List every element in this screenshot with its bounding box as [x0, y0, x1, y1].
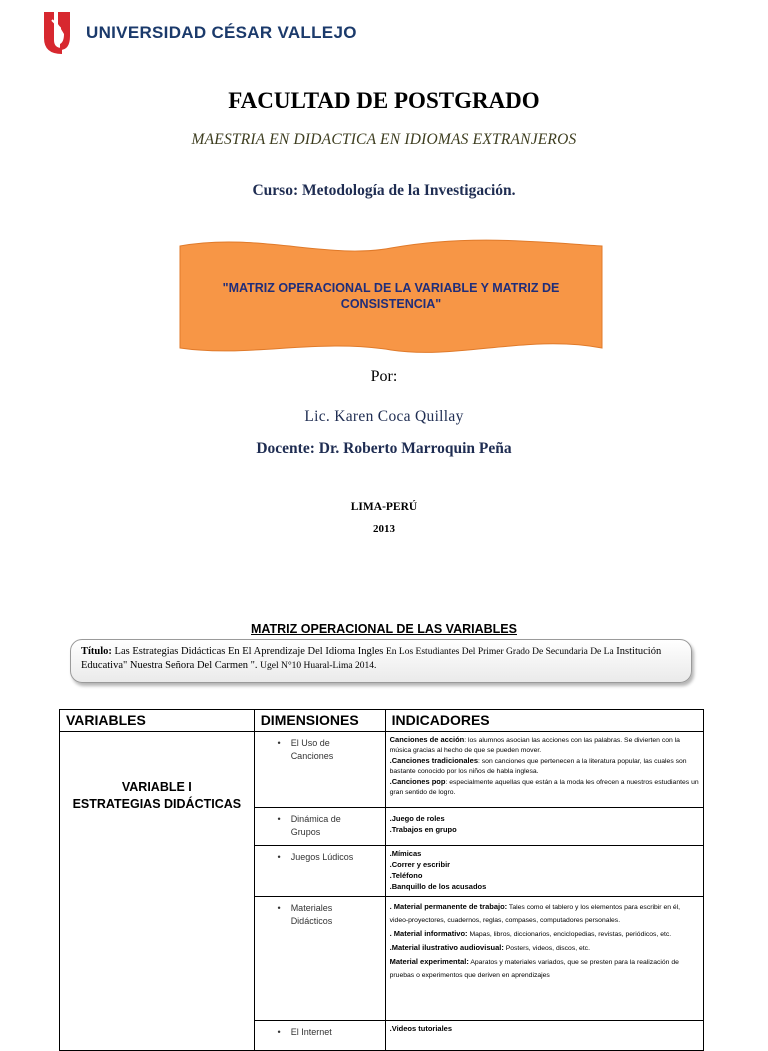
- course-title: Curso: Metodología de la Investigación.: [252, 182, 516, 199]
- master-title: MAESTRIA EN DIDACTICA EN IDIOMAS EXTRANJEROS: [191, 131, 577, 148]
- bullet-icon: •: [277, 852, 281, 862]
- variable-name: ESTRATEGIAS DIDÁCTICAS: [72, 797, 242, 811]
- indicator-cell: [385, 1021, 703, 1051]
- title-text-3: Institución Educativa" Nuestra Señora Del Carmen ".: [81, 646, 662, 671]
- variable-cell: [60, 732, 255, 1051]
- author-name: Lic. Karen Coca Quillay: [304, 408, 464, 425]
- indicator-bold: . Material permanente de trabajo:: [389, 902, 508, 911]
- bullet-icon: •: [277, 1027, 281, 1037]
- table-row: [60, 732, 704, 808]
- indicator-bold: .Videos tutoriales: [389, 1024, 453, 1033]
- indicator-bold: .Mímicas: [389, 849, 422, 858]
- indicator-bold: . Material informativo:: [389, 929, 468, 938]
- indicator-bold: .Banquillo de los acusados: [389, 882, 487, 891]
- indicator-bold: .Trabajos en grupo: [389, 825, 457, 834]
- dimension-cell: [254, 897, 385, 1021]
- title-text-1: Las Estrategias Didácticas En El Aprendizaje Del Idioma Ingles: [114, 646, 384, 657]
- indicator-text: : especialmente aquellas que están a la moda les ofrecen a nuestros estudiantes un gran sentido de logro.: [389, 779, 699, 796]
- indicator-text: Tales como el tablero y los elementos para escribir en él, video-proyectores, cuadernos, reglas, compases, computadores personales.: [389, 904, 681, 924]
- indicator-bold: Material experimental:: [389, 957, 469, 966]
- university-name: UNIVERSIDAD CÉSAR VALLEJO: [86, 23, 357, 42]
- dimension-line: Juegos Lúdicos: [290, 852, 354, 862]
- indicator-bold: .Material ilustrativo audiovisual:: [389, 943, 504, 952]
- dimension-line: Didácticos: [290, 916, 333, 926]
- bullet-icon: •: [277, 903, 281, 913]
- dimension-line: Materiales: [290, 903, 333, 913]
- indicator-cell: [385, 897, 703, 1021]
- banner-title: [200, 280, 582, 312]
- banner-line-2: CONSISTENCIA": [340, 297, 442, 311]
- dimension-line: El Uso de: [290, 738, 330, 748]
- dimension-line: El Internet: [290, 1027, 332, 1037]
- header-dimensions: DIMENSIONES: [254, 710, 385, 732]
- dimension-cell: [254, 1021, 385, 1051]
- dimension-line: Canciones: [290, 751, 334, 761]
- indicator-cell: [385, 732, 703, 808]
- indicator-bold: Canciones de acción: [389, 735, 465, 744]
- indicator-bold: .Canciones tradicionales: [389, 756, 478, 765]
- indicator-text: Aparatos y materiales variados, que se presten para la realización de pruebas o experimentos que deriven en aprendizajes: [389, 959, 679, 979]
- dimension-cell: [254, 846, 385, 897]
- university-logo: [40, 10, 357, 56]
- indicator-bold: .Teléfono: [389, 871, 423, 880]
- research-title-box: [70, 639, 692, 683]
- indicator-bold: .Correr y escribir: [389, 860, 451, 869]
- indicator-cell: [385, 846, 703, 897]
- indicator-text: : los alumnos asocian las acciones con las palabras. Se divierten con la música gracias al hecho de que se pueden mover.: [389, 737, 680, 754]
- teacher-name: Docente: Dr. Roberto Marroquin Peña: [256, 440, 512, 457]
- banner-line-1: "MATRIZ OPERACIONAL DE LA VARIABLE Y MATRIZ DE: [222, 281, 560, 295]
- title-text-2: En Los Estudiantes Del Primer Grado De Secundaria De La: [386, 647, 614, 657]
- header-variables: VARIABLES: [60, 710, 255, 732]
- table-header-row: [60, 710, 704, 732]
- dimension-cell: [254, 808, 385, 846]
- indicator-text: Posters, videos, discos, etc.: [503, 945, 590, 952]
- title-text-4: Ugel N°10 Huaral-Lima 2014.: [260, 661, 377, 671]
- indicator-text: : son canciones que pertenecen a la literatura popular, las cuales son bastante conocido por los niños de habla inglesa.: [389, 758, 687, 775]
- dimension-line: Dinámica de: [290, 814, 341, 824]
- matrix-title: MATRIZ OPERACIONAL DE LAS VARIABLES: [251, 622, 517, 636]
- indicator-bold: .Canciones pop: [389, 777, 446, 786]
- operational-matrix-table: [59, 709, 704, 1051]
- bullet-icon: •: [277, 814, 281, 824]
- indicator-cell: [385, 808, 703, 846]
- faculty-title: FACULTAD DE POSTGRADO: [228, 88, 540, 113]
- indicator-text: Mapas, libros, diccionarios, enciclopedias, revistas, periódicos, etc.: [467, 931, 672, 938]
- by-label: Por:: [370, 368, 398, 385]
- year: 2013: [373, 523, 395, 535]
- variable-number: VARIABLE I: [121, 780, 192, 794]
- ucv-logo-icon: [40, 10, 76, 56]
- bullet-icon: •: [277, 738, 281, 748]
- dimension-line: Grupos: [290, 827, 321, 837]
- title-label: Título:: [81, 646, 112, 657]
- dimension-cell: [254, 732, 385, 808]
- city: LIMA-PERÚ: [350, 501, 418, 513]
- indicator-bold: .Juego de roles: [389, 814, 445, 823]
- header-indicators: INDICADORES: [385, 710, 703, 732]
